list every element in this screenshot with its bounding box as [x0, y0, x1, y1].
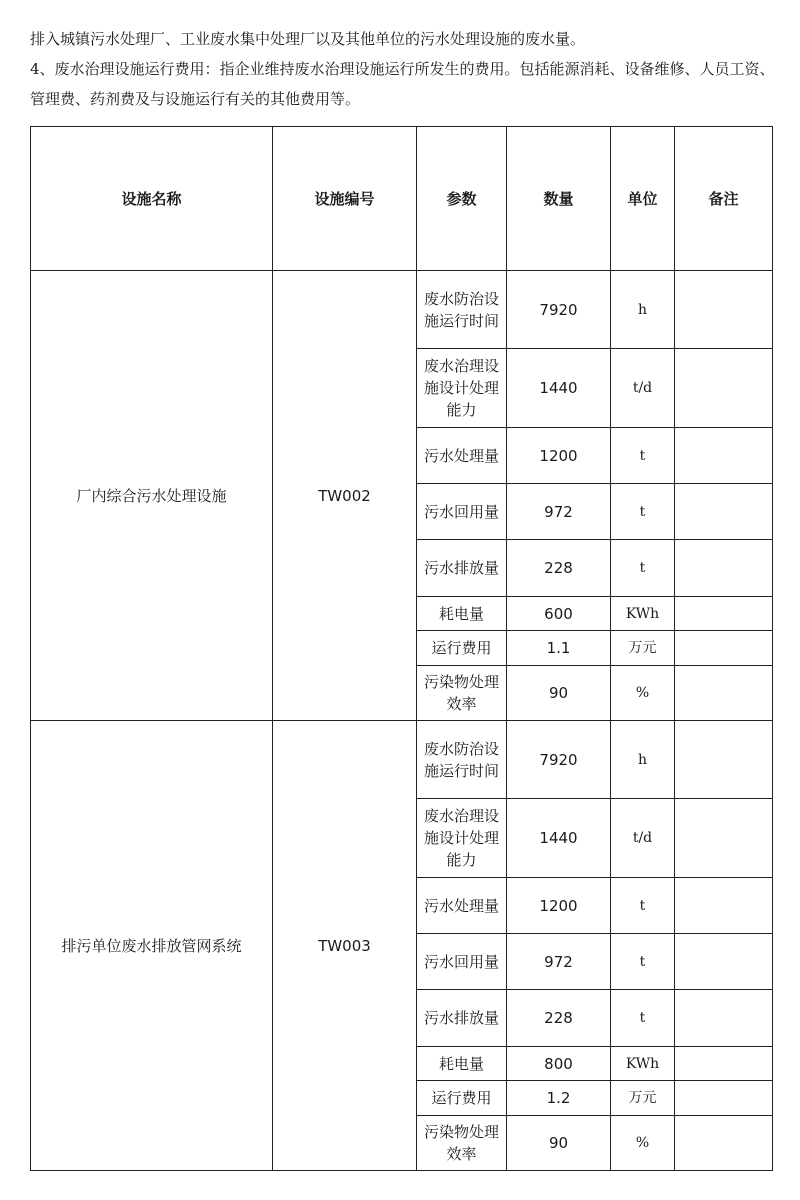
qty-cell: 600: [507, 597, 611, 631]
unit-cell: t: [611, 990, 675, 1047]
qty-cell: 1200: [507, 428, 611, 484]
intro-line-2: 4、废水治理设施运行费用：指企业维持废水治理设施运行所发生的费用。包括能源消耗、设备维修、人员工资、管理费、药剂费及与设施运行有关的其他费用等。: [30, 60, 775, 108]
param-cell: 污染物处理效率: [417, 666, 507, 721]
param-cell: 运行费用: [417, 631, 507, 666]
unit-cell: t: [611, 878, 675, 934]
note-cell: [675, 878, 773, 934]
param-cell: 污水排放量: [417, 540, 507, 597]
note-cell: [675, 631, 773, 666]
qty-cell: 1440: [507, 349, 611, 428]
param-cell: 废水防治设施运行时间: [417, 721, 507, 799]
qty-cell: 228: [507, 540, 611, 597]
header-param: 参数: [417, 127, 507, 271]
header-note: 备注: [675, 127, 773, 271]
header-unit: 单位: [611, 127, 675, 271]
facility-table: [30, 126, 773, 1171]
param-cell: 污染物处理效率: [417, 1116, 507, 1171]
unit-cell: 万元: [611, 1081, 675, 1116]
unit-cell: t/d: [611, 349, 675, 428]
qty-cell: 7920: [507, 721, 611, 799]
param-cell: 废水治理设施设计处理能力: [417, 799, 507, 878]
param-cell: 污水处理量: [417, 428, 507, 484]
note-cell: [675, 1047, 773, 1081]
table-row: [31, 721, 773, 799]
note-cell: [675, 934, 773, 990]
param-cell: 污水回用量: [417, 934, 507, 990]
qty-cell: 90: [507, 666, 611, 721]
param-cell: 耗电量: [417, 1047, 507, 1081]
param-cell: 耗电量: [417, 597, 507, 631]
note-cell: [675, 428, 773, 484]
note-cell: [675, 1081, 773, 1116]
unit-cell: KWh: [611, 1047, 675, 1081]
unit-cell: t: [611, 540, 675, 597]
facility-code: TW003: [273, 721, 417, 1171]
qty-cell: 1.1: [507, 631, 611, 666]
intro-line-1: 排入城镇污水处理厂、工业废水集中处理厂以及其他单位的污水处理设施的废水量。: [30, 30, 586, 48]
qty-cell: 228: [507, 990, 611, 1047]
qty-cell: 90: [507, 1116, 611, 1171]
unit-cell: t: [611, 484, 675, 540]
unit-cell: h: [611, 721, 675, 799]
header-code: 设施编号: [273, 127, 417, 271]
unit-cell: %: [611, 1116, 675, 1171]
intro-text: [30, 24, 780, 114]
qty-cell: 7920: [507, 271, 611, 349]
param-cell: 污水排放量: [417, 990, 507, 1047]
facility-name: 排污单位废水排放管网系统: [31, 721, 273, 1171]
note-cell: [675, 990, 773, 1047]
unit-cell: t: [611, 428, 675, 484]
note-cell: [675, 799, 773, 878]
table-row: [31, 271, 773, 349]
note-cell: [675, 1116, 773, 1171]
qty-cell: 972: [507, 934, 611, 990]
note-cell: [675, 721, 773, 799]
note-cell: [675, 597, 773, 631]
qty-cell: 1.2: [507, 1081, 611, 1116]
header-name: 设施名称: [31, 127, 273, 271]
qty-cell: 1200: [507, 878, 611, 934]
table-header: [31, 127, 773, 271]
param-cell: 废水治理设施设计处理能力: [417, 349, 507, 428]
param-cell: 污水回用量: [417, 484, 507, 540]
note-cell: [675, 666, 773, 721]
qty-cell: 1440: [507, 799, 611, 878]
qty-cell: 800: [507, 1047, 611, 1081]
unit-cell: t/d: [611, 799, 675, 878]
header-qty: 数量: [507, 127, 611, 271]
facility-code: TW002: [273, 271, 417, 721]
unit-cell: 万元: [611, 631, 675, 666]
unit-cell: %: [611, 666, 675, 721]
note-cell: [675, 349, 773, 428]
header-row: [31, 127, 773, 271]
param-cell: 污水处理量: [417, 878, 507, 934]
facility-name: 厂内综合污水处理设施: [31, 271, 273, 721]
note-cell: [675, 271, 773, 349]
param-cell: 废水防治设施运行时间: [417, 271, 507, 349]
table-body: [31, 271, 773, 1171]
note-cell: [675, 540, 773, 597]
unit-cell: h: [611, 271, 675, 349]
note-cell: [675, 484, 773, 540]
unit-cell: KWh: [611, 597, 675, 631]
qty-cell: 972: [507, 484, 611, 540]
unit-cell: t: [611, 934, 675, 990]
param-cell: 运行费用: [417, 1081, 507, 1116]
